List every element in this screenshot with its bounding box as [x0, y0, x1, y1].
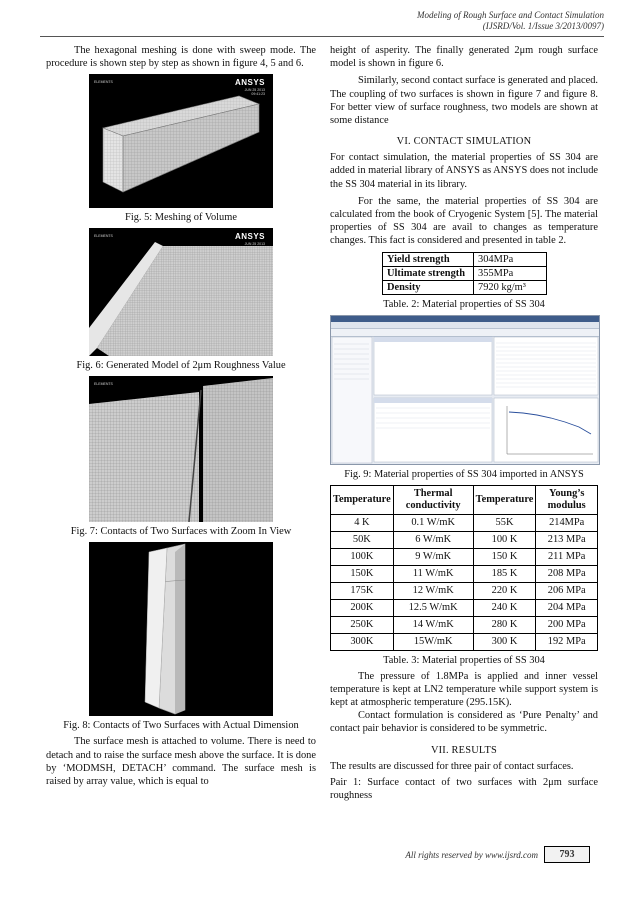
table-3-cell: 55K — [473, 514, 536, 531]
left-paragraph-1: The hexagonal meshing is done with sweep mode. The procedure is shown step by step as shown in figure 4, 5 and 6. — [46, 45, 316, 70]
mesh-box-drawing — [89, 74, 273, 208]
right-paragraph-2: Similarly, second contact surface is generated and placed. The coupling of two surfaces is shown in figure 7 and figure 8. For better view of surface roughness, two models are shown at some distance — [330, 75, 598, 127]
section-6-heading: VI. CONTACT SIMULATION — [396, 136, 532, 148]
footer-rights: All rights reserved by www.ijsrd.com — [405, 849, 538, 860]
table-2-value: 355MPa — [474, 266, 547, 280]
table-3-cell: 213 MPa — [536, 531, 598, 548]
figure-9-screenshot — [330, 315, 600, 465]
table-2-value: 304MPa — [474, 252, 547, 266]
table-2-row — [383, 252, 547, 266]
screenshot-menubar — [331, 322, 599, 329]
right-paragraph-7: The results are discussed for three pair of contact surfaces. — [330, 760, 574, 772]
table-2-property: Density — [383, 280, 474, 294]
table-3-cell: 192 MPa — [536, 633, 598, 650]
table-2-property: Yield strength — [383, 252, 474, 266]
table-3 — [330, 485, 598, 651]
table-3-header: Young’s modulus — [536, 485, 598, 514]
table-3-row — [331, 633, 598, 650]
table-3-row — [331, 565, 598, 582]
table-3-header: Thermal conductivity — [393, 485, 473, 514]
footer-site-link[interactable]: www.ijsrd.com — [484, 849, 538, 860]
table-3-cell: 15W/mK — [393, 633, 473, 650]
ansys-elements-tag: ELEMENTS — [94, 80, 113, 85]
page-number: 793 — [544, 846, 590, 863]
ansys-elements-tag: ELEMENTS — [94, 382, 113, 387]
figure-7-caption: Fig. 7: Contacts of Two Surfaces with Zoom In View — [70, 526, 292, 538]
table-3-row — [331, 531, 598, 548]
table-3-cell: 150 K — [473, 548, 536, 565]
table-3-row — [331, 582, 598, 599]
table-3-cell: 214MPa — [536, 514, 598, 531]
figure-8-caption: Fig. 8: Contacts of Two Surfaces with Actual Dimension — [63, 720, 299, 732]
running-header — [417, 10, 604, 32]
figure-5-caption: Fig. 5: Meshing of Volume — [125, 212, 237, 224]
table-2-caption: Table. 2: Material properties of SS 304 — [383, 298, 545, 310]
figure-6-image — [89, 228, 273, 356]
table-3-cell: 14 W/mK — [393, 616, 473, 633]
table-3-cell: 11 W/mK — [393, 565, 473, 582]
contact-zoom-drawing — [89, 376, 273, 522]
figure-5-image — [89, 74, 273, 208]
journal-title: Modeling of Rough Surface and Contact Simulation — [417, 10, 604, 20]
left-paragraph-2: The surface mesh is attached to volume. There is need to detach and to raise the surface mesh above the surface. It is done by ‘MODMSH, DETACH’ command. The surface mesh is raised by array value, which is equal to — [46, 736, 316, 788]
table-3-cell: 100K — [331, 548, 394, 565]
table-3-cell: 9 W/mK — [393, 548, 473, 565]
figure-7-image — [89, 376, 273, 522]
right-paragraph-5: The pressure of 1.8MPa is applied and inner vessel temperature is kept at LN2 temperature while support system is kept at atmospheric temperature (295.15K). — [330, 670, 598, 709]
table-3-row — [331, 548, 598, 565]
table-3-cell: 250K — [331, 616, 394, 633]
table-3-header: Temperature — [473, 485, 536, 514]
journal-issue: (IJSRD/Vol. 1/Issue 3/2013/0097) — [482, 21, 604, 31]
header-rule — [40, 36, 604, 37]
table-3-cell: 211 MPa — [536, 548, 598, 565]
right-column — [330, 44, 598, 802]
table-3-cell: 175K — [331, 582, 394, 599]
table-3-header: Temperature — [331, 485, 394, 514]
right-paragraph-8: Pair 1: Surface contact of two surfaces with 2μm surface roughness — [330, 776, 598, 802]
table-3-cell: 206 MPa — [536, 582, 598, 599]
figure-8-image — [89, 542, 273, 716]
table-3-cell: 50K — [331, 531, 394, 548]
table-2-row — [383, 266, 547, 280]
table-3-cell: 150K — [331, 565, 394, 582]
table-3-cell: 200K — [331, 599, 394, 616]
ansys-timestamp: JUN 25 2013 — [244, 242, 265, 247]
table-3-cell: 0.1 W/mK — [393, 514, 473, 531]
table-3-cell: 300K — [331, 633, 394, 650]
ansys-timestamp: JUN 25 2013 09:41:23 — [244, 88, 265, 97]
table-3-cell: 185 K — [473, 565, 536, 582]
table-3-cell: 6 W/mK — [393, 531, 473, 548]
table-3-cell: 280 K — [473, 616, 536, 633]
figure-9-caption: Fig. 9: Material properties of SS 304 imported in ANSYS — [344, 468, 584, 480]
table-2-property: Ultimate strength — [383, 266, 474, 280]
right-paragraph-4: For the same, the material properties of SS 304 are calculated from the book of Cryogenic System [5]. The material properties of SS 304 are avail to changes as temperature changes. This fact is considered and presented in table 2. — [330, 195, 598, 247]
table-3-row — [331, 514, 598, 531]
page-footer — [405, 846, 590, 863]
section-7-heading: VII. RESULTS — [430, 744, 498, 756]
table-3-cell: 208 MPa — [536, 565, 598, 582]
ansys-logo: ANSYS — [234, 78, 265, 88]
table-3-row — [331, 616, 598, 633]
table-3-cell: 12 W/mK — [393, 582, 473, 599]
table-3-cell: 12.5 W/mK — [393, 599, 473, 616]
rough-surface-drawing — [89, 228, 273, 356]
table-3-cell: 100 K — [473, 531, 536, 548]
screenshot-panels — [331, 336, 599, 464]
right-paragraph-1: height of asperity. The finally generated 2μm rough surface model is shown in figure 6. — [330, 45, 598, 70]
table-2 — [382, 252, 547, 295]
table-2-row — [383, 280, 547, 294]
table-3-cell: 200 MPa — [536, 616, 598, 633]
figure-6-caption: Fig. 6: Generated Model of 2μm Roughness Value — [76, 360, 286, 372]
table-3-cell: 300 K — [473, 633, 536, 650]
ansys-elements-tag: ELEMENTS — [94, 234, 113, 239]
table-3-cell: 4 K — [331, 514, 394, 531]
table-3-cell: 220 K — [473, 582, 536, 599]
ansys-logo: ANSYS — [234, 232, 265, 242]
table-3-cell: 204 MPa — [536, 599, 598, 616]
right-paragraph-6: Contact formulation is considered as ‘Pure Penalty’ and contact pair behavior is considered to be symmetric. — [330, 710, 598, 735]
table-3-cell: 240 K — [473, 599, 536, 616]
left-column — [46, 44, 316, 788]
table-3-caption: Table. 3: Material properties of SS 304 — [383, 654, 545, 666]
contact-actual-drawing — [89, 542, 273, 716]
right-paragraph-3: For contact simulation, the material properties of SS 304 are added in material library of ANSYS as ANSYS does not include the SS 304 material in its library. — [330, 152, 598, 190]
table-3-row — [331, 599, 598, 616]
table-2-value: 7920 kg/m³ — [474, 280, 547, 294]
